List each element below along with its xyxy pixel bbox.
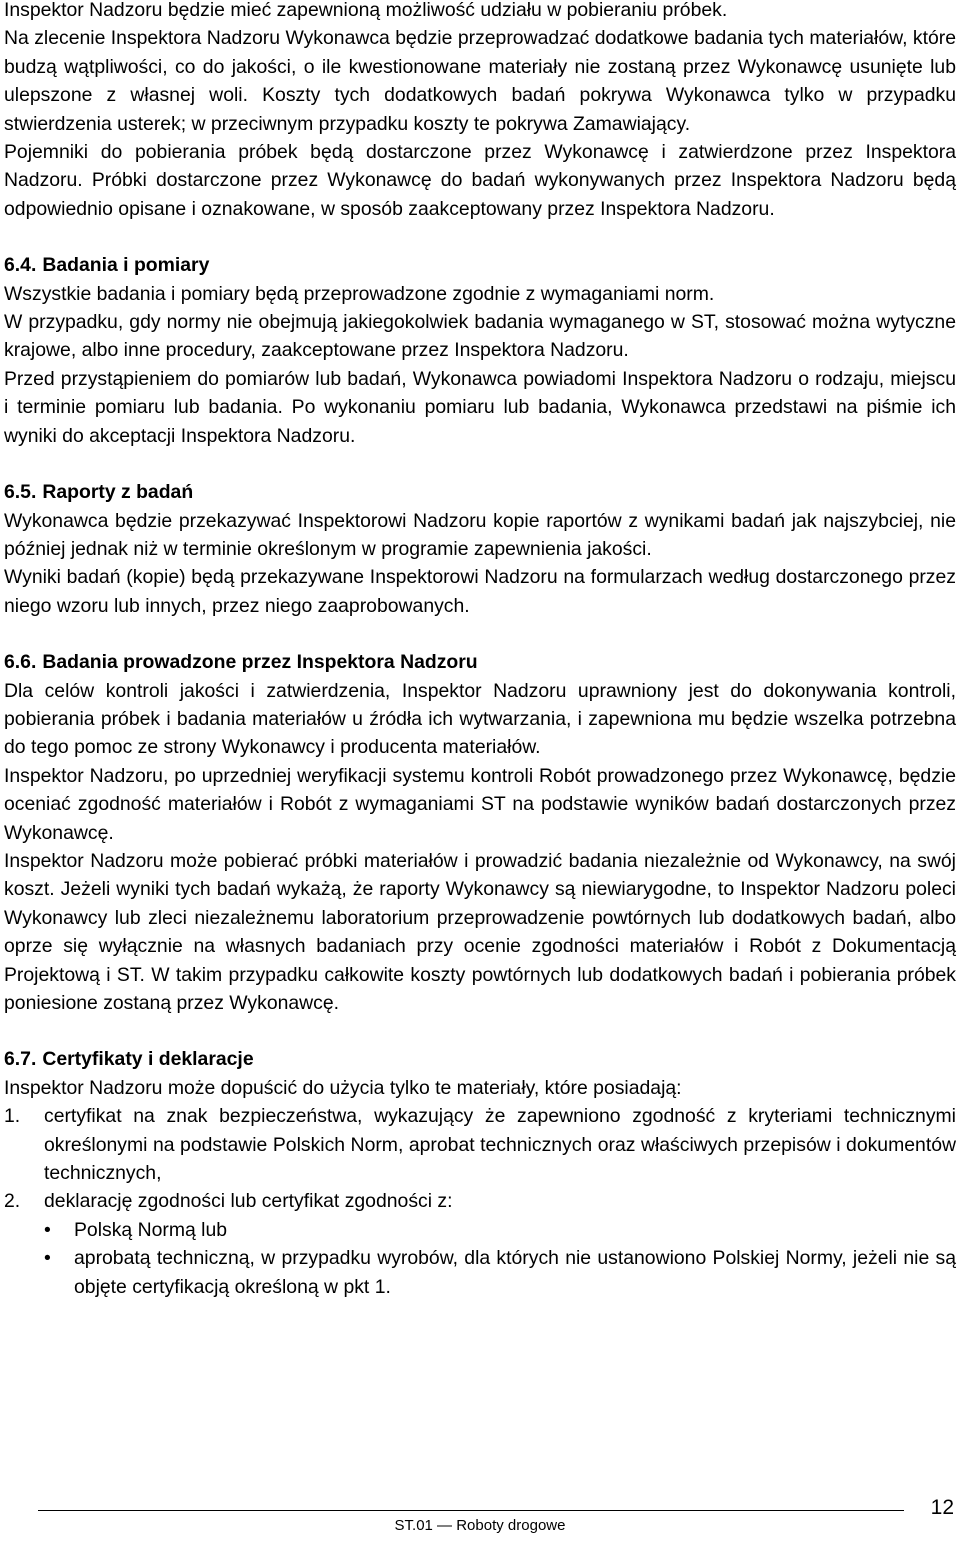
list-item-text: certyfikat na znak bezpieczeństwa, wykazujący że zapewniono zgodność z kryteriami technicznymi określonymi na podstawie Polskich Norm, aprobat technicznych oraz właściwych przepisów i dokumentów technicznych,	[44, 1105, 956, 1185]
paragraph: Inspektor Nadzoru może pobierać próbki materiałów i prowadzić badania niezależnie od Wykonawcy, na swój koszt. Jeżeli wyniki tych badań wykażą, że raporty Wykonawcy są niewiarygodne, to Inspektor Nadzoru poleci Wykonawcy lub zleci niezależnemu laboratorium przeprowadzenie powtórnych lub dodatkowych badań, albo oprze się wyłącznie na własnych badaniach przy ocenie zgodności materiałów i Robót z Dokumentacją Projektową i ST. W takim przypadku całkowite koszty powtórnych lub dodatkowych badań i pobierania próbek poniesione zostaną przez Wykonawcę.	[4, 849, 956, 1014]
bullet-icon: •	[44, 1218, 51, 1241]
paragraph: Na zlecenie Inspektora Nadzoru Wykonawca będzie przeprowadzać dodatkowe badania tych materiałów, które budzą wątpliwości, co do jakości, o ile kwestionowane materiały nie zostaną przez Wykonawcę usunięte lub ulepszone z własnej woli. Koszty tych dodatkowych badań pokrywa Wykonawca tylko w przypadku stwierdzenia usterek; w przeciwnym przypadku koszty te pokrywa Zamawiający.	[4, 27, 956, 135]
section-heading-6-5	[4, 478, 956, 506]
paragraph: Inspektor Nadzoru, po uprzedniej weryfikacji systemu kontroli Robót prowadzonego przez Wykonawcę, będzie oceniać zgodność materiałów i Robót z wymaganiami ST na podstawie wyników badań dostarczonych przez Wykonawcę.	[4, 764, 956, 844]
paragraph: Przed przystąpieniem do pomiarów lub badań, Wykonawca powiadomi Inspektora Nadzoru o rodzaju, miejscu i terminie pomiaru lub badania. Po wykonaniu pomiaru lub badania, Wykonawca przedstawi na piśmie ich wyniki do akceptacji Inspektora Nadzoru.	[4, 367, 956, 447]
page-number: 12	[930, 1496, 954, 1519]
section-title: Certyfikaty i deklaracje	[42, 1048, 254, 1071]
list-item-text: deklarację zgodności lub certyfikat zgodności z:	[44, 1190, 453, 1213]
page-content	[4, 0, 956, 1301]
section-title: Badania prowadzone przez Inspektora Nadzoru	[42, 651, 478, 674]
paragraph: Wyniki badań (kopie) będą przekazywane Inspektorowi Nadzoru na formularzach według dostarczonego przez niego wzoru lub innych, przez niego zaaprobowanych.	[4, 566, 956, 617]
paragraph: Inspektor Nadzoru może dopuścić do użycia tylko te materiały, które posiadają:	[4, 1076, 682, 1099]
bullet-item-text: Polską Normą lub	[74, 1218, 228, 1241]
bullet-list	[4, 1216, 956, 1301]
list-item-number: 1.	[4, 1105, 21, 1128]
numbered-list	[4, 1102, 956, 1216]
spacer	[4, 1017, 956, 1045]
list-item-number: 2.	[4, 1190, 21, 1213]
section-heading-6-7	[4, 1045, 956, 1073]
section-title: Badania i pomiary	[42, 254, 210, 277]
bullet-icon: •	[44, 1247, 51, 1270]
list-item	[4, 1102, 956, 1187]
section-title: Raporty z badań	[42, 481, 194, 504]
section-number: 6.4.	[4, 254, 37, 277]
document-title: ST.01 — Roboty drogowe	[394, 1517, 566, 1534]
footer-rule	[38, 1510, 904, 1511]
paragraph: Dla celów kontroli jakości i zatwierdzenia, Inspektor Nadzoru uprawniony jest do dokonywania kontroli, pobierania próbek i badania materiałów u źródła ich wytwarzania, i zapewniona mu będzie wszelka potrzebna do tego pomoc ze strony Wykonawcy i producenta materiałów.	[4, 679, 956, 759]
paragraph: Pojemniki do pobierania próbek będą dostarczone przez Wykonawcę i zatwierdzone przez Inspektora Nadzoru. Próbki dostarczone przez Wykonawcę do badań wykonywanych przez Inspektora Nadzoru będą odpowiednio opisane i oznakowane, w sposób zaakceptowany przez Inspektora Nadzoru.	[4, 141, 956, 220]
bullet-item-text: aprobatą techniczną, w przypadku wyrobów, dla których nie ustanowiono Polskiej Normy, jeżeli nie są objęte certyfikacją określoną w pkt 1.	[74, 1247, 956, 1298]
section-number: 6.7.	[4, 1048, 37, 1071]
bullet-item	[4, 1244, 956, 1301]
paragraph: Wykonawca będzie przekazywać Inspektorowi Nadzoru kopie raportów z wynikami badań jak najszybciej, nie później jednak niż w terminie określonym w programie zapewnienia jakości.	[4, 509, 956, 560]
paragraph: Wszystkie badania i pomiary będą przeprowadzone zgodnie z wymaganiami norm.	[4, 282, 715, 305]
section-heading-6-6	[4, 648, 956, 676]
bullet-item	[4, 1216, 956, 1244]
spacer	[4, 223, 956, 251]
list-item	[4, 1187, 956, 1215]
paragraph: Inspektor Nadzoru będzie mieć zapewnioną możliwość udziału w pobieraniu próbek.	[4, 0, 728, 21]
section-number: 6.6.	[4, 651, 37, 674]
section-heading-6-4	[4, 251, 956, 279]
section-number: 6.5.	[4, 481, 37, 504]
spacer	[4, 450, 956, 478]
paragraph: W przypadku, gdy normy nie obejmują jakiegokolwiek badania wymaganego w ST, stosować można wytyczne krajowe, albo inne procedury, zaakceptowane przez Inspektora Nadzoru.	[4, 311, 956, 362]
spacer	[4, 620, 956, 648]
